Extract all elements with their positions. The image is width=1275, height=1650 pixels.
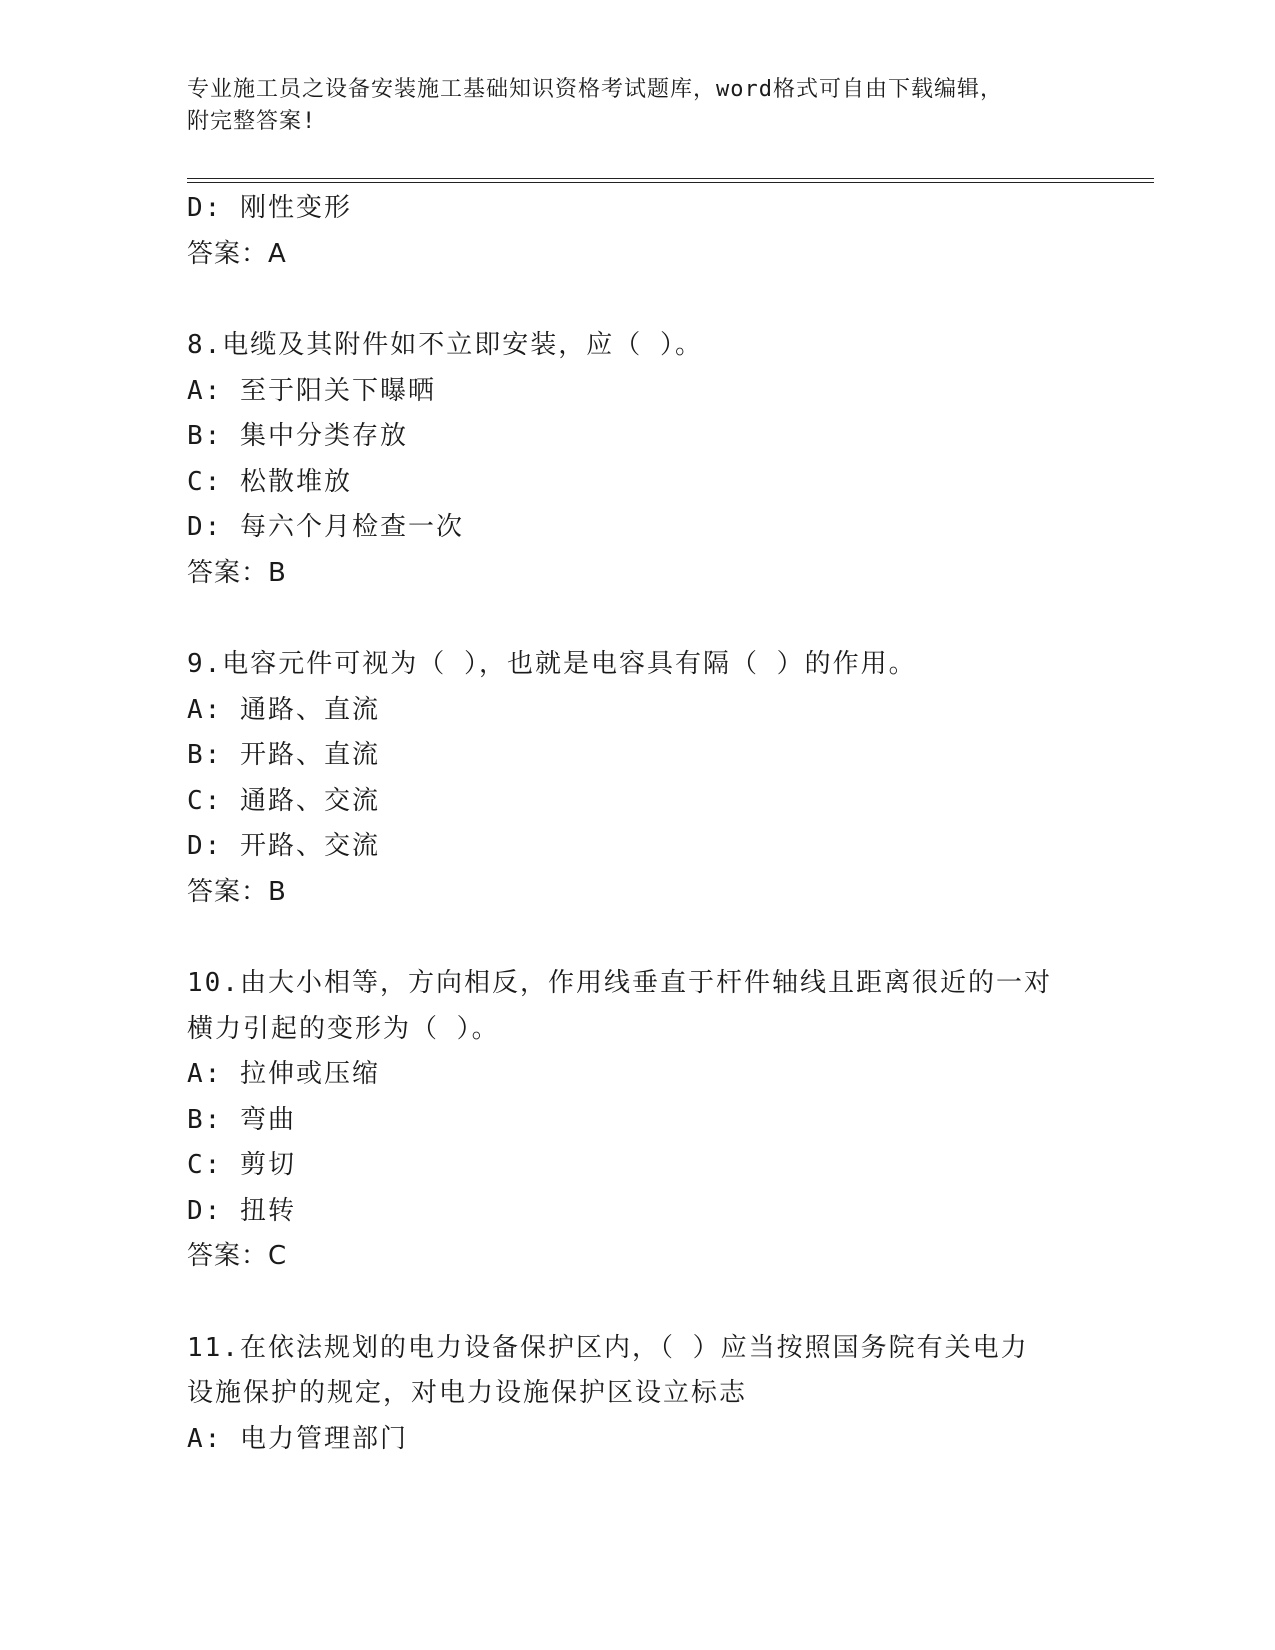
option-b: B: 开路、直流 — [187, 740, 380, 770]
option-c: C: 剪切 — [187, 1150, 296, 1180]
spacer — [187, 915, 1087, 961]
question-8 — [187, 323, 1087, 596]
question-stem-line-2: 设施保护的规定，对电力设施保护区设立标志 — [187, 1378, 748, 1408]
question-stem: 8.电缆及其附件如不立即安装，应（ ）。 — [187, 330, 703, 360]
question-11 — [187, 1326, 1087, 1463]
option-d: D: 扭转 — [187, 1195, 296, 1226]
spacer — [187, 596, 1087, 642]
option-b: B: 弯曲 — [187, 1104, 296, 1135]
answer-line: 答案：B — [187, 557, 287, 588]
option-d: D: 刚性变形 — [187, 193, 352, 223]
answer-line: 答案：B — [187, 876, 287, 907]
spacer — [187, 277, 1087, 323]
spacer — [187, 1280, 1087, 1326]
option-c: C: 松散堆放 — [187, 466, 352, 497]
header-line-1: 专业施工员之设备安装施工基础知识资格考试题库，word格式可自由下载编辑， — [187, 77, 1003, 102]
question-10 — [187, 961, 1087, 1280]
option-a: A: 至于阳关下曝晒 — [187, 375, 436, 406]
option-a: A: 电力管理部门 — [187, 1423, 408, 1454]
option-a: A: 拉伸或压缩 — [187, 1059, 380, 1089]
answer-line: 答案：A — [187, 238, 287, 269]
header-divider-bottom — [187, 182, 1154, 183]
option-d: D: 开路、交流 — [187, 831, 380, 861]
option-d: D: 每六个月检查一次 — [187, 512, 464, 542]
answer-line: 答案：C — [187, 1241, 288, 1271]
header-line-2: 附完整答案! — [187, 109, 317, 134]
question-list — [187, 186, 1087, 1462]
question-stem: 9.电容元件可视为（ ），也就是电容具有隔（ ）的作用。 — [187, 649, 917, 679]
question-9 — [187, 642, 1087, 915]
question-stem-line-2: 横力引起的变形为（ ）。 — [187, 1013, 500, 1044]
option-b: B: 集中分类存放 — [187, 421, 408, 451]
header-divider-top — [187, 178, 1154, 179]
question-stem-line-1: 10.由大小相等，方向相反，作用线垂直于杆件轴线且距离很近的一对 — [187, 968, 1052, 998]
question-stem-line-1: 11.在依法规划的电力设备保护区内，（ ）应当按照国务院有关电力 — [187, 1332, 1029, 1363]
option-a: A: 通路、直流 — [187, 694, 380, 725]
document-header — [187, 74, 1087, 138]
option-c: C: 通路、交流 — [187, 785, 380, 816]
